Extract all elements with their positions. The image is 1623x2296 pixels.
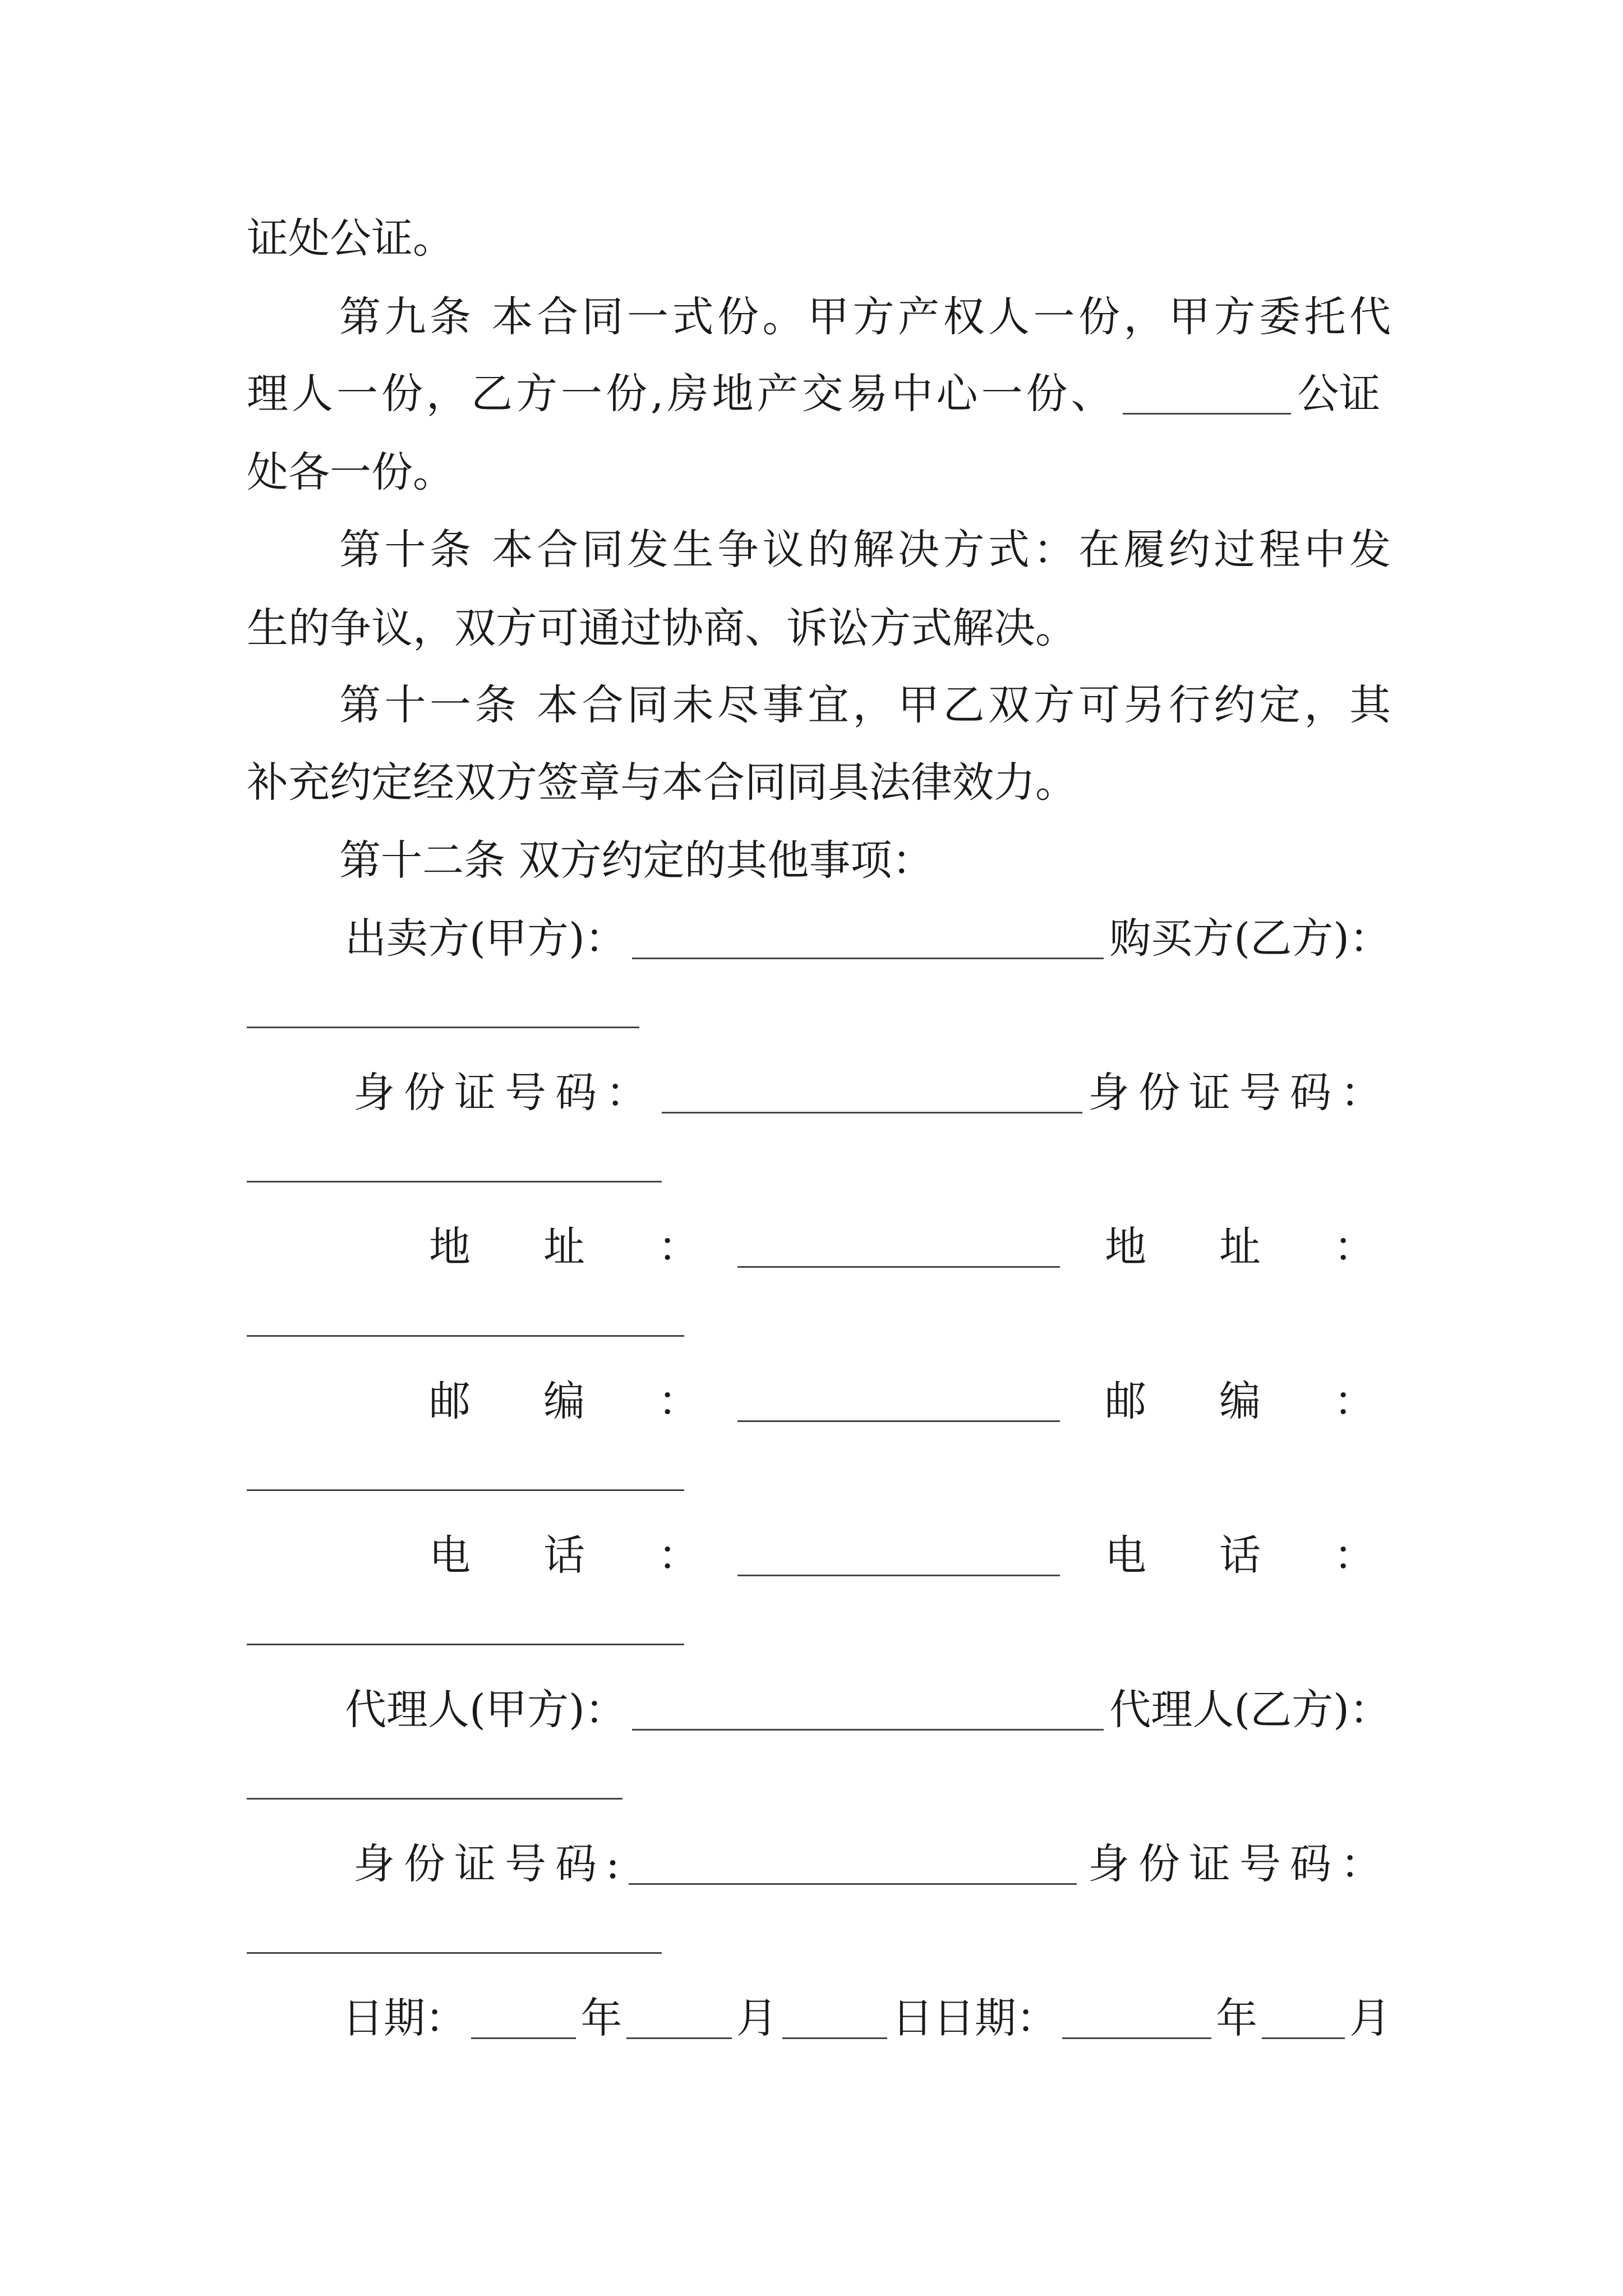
article-12-line-1: 第十二条 双方约定的其他事项： — [339, 836, 934, 885]
seller-buyer-row — [345, 914, 1391, 963]
agent-row — [345, 1686, 1391, 1734]
seller-postcode-field[interactable] — [737, 1386, 1060, 1422]
buyer-phone-label: 电 话 ： — [1105, 1531, 1391, 1580]
postcode-row — [429, 1377, 1391, 1425]
seller-id-label: 身份证号码： — [353, 1069, 656, 1117]
seller-address-field[interactable] — [737, 1231, 1060, 1268]
agent-id-row — [353, 1840, 1391, 1888]
seller-address-label: 地 址 ： — [429, 1223, 715, 1271]
day-a-field[interactable] — [782, 2003, 887, 2039]
article-9-line-3: 处各一份。 — [247, 448, 454, 496]
month-a-field[interactable] — [626, 2003, 731, 2039]
seller-phone-field[interactable] — [737, 1540, 1060, 1576]
seller-field[interactable] — [632, 923, 1104, 959]
buyer-address-label: 地 址 ： — [1105, 1223, 1391, 1271]
seller-id-field[interactable] — [662, 1077, 1082, 1114]
article-10-line-1: 第十条 本合同发生争议的解决方式：在履约过程中发 — [339, 526, 1391, 574]
paragraph-text: 公证 — [1297, 370, 1381, 418]
year-label: 年 — [580, 1994, 623, 2042]
phone-row — [429, 1531, 1391, 1580]
paragraph-text: 理人一份，乙方一份,房地产交易中心一份、 — [247, 370, 1116, 418]
agent-b-id-field[interactable] — [247, 1952, 662, 1954]
date-row — [342, 1994, 1391, 2042]
agent-a-id-field[interactable] — [629, 1848, 1077, 1885]
agent-a-label: 代理人(甲方)： — [345, 1686, 626, 1734]
agent-b-field[interactable] — [247, 1798, 623, 1800]
month-label: 月 — [736, 1994, 778, 2042]
buyer-address-field[interactable] — [247, 1335, 684, 1337]
address-row — [429, 1223, 1391, 1271]
month-b-field[interactable] — [1262, 2003, 1345, 2039]
article-11-line-1: 第十一条 本合同未尽事宜，甲乙双方可另行约定，其 — [339, 681, 1391, 729]
article-11-line-2: 补充约定经双方签章与本合同同具法律效力。 — [247, 758, 1077, 807]
seller-phone-label: 电 话 ： — [429, 1531, 715, 1580]
article-10-line-2: 生的争议，双方可通过协商、诉讼方式解决。 — [247, 604, 1077, 652]
notary-blank[interactable] — [1123, 378, 1291, 415]
seller-label: 出卖方(甲方)： — [345, 914, 626, 963]
agent-a-id-label: 身份证号码: — [353, 1840, 629, 1888]
year-a-field[interactable] — [471, 2003, 576, 2039]
year-b-field[interactable] — [1062, 2003, 1211, 2039]
date-label: 日期： — [342, 1994, 467, 2042]
buyer-id-field[interactable] — [247, 1181, 662, 1182]
article-9-line-2 — [247, 370, 1391, 418]
seller-postcode-label: 邮 编 ： — [429, 1377, 715, 1425]
agent-a-field[interactable] — [632, 1694, 1104, 1731]
buyer-postcode-label: 邮 编 ： — [1105, 1377, 1391, 1425]
article-9-line-1: 第九条 本合同一式份。甲方产权人一份，甲方委托代 — [339, 293, 1391, 341]
buyer-id-label: 身份证号码： — [1088, 1069, 1391, 1117]
buyer-label: 购买方(乙方)： — [1109, 914, 1391, 963]
agent-b-label: 代理人(乙方)： — [1109, 1686, 1391, 1734]
month-b-label: 月 — [1349, 1994, 1391, 2042]
buyer-postcode-field[interactable] — [247, 1489, 684, 1491]
buyer-phone-field[interactable] — [247, 1644, 684, 1645]
buyer-field[interactable] — [247, 1027, 639, 1028]
year-b-label: 年 — [1216, 1994, 1258, 2042]
day-date-b-label: 日日期： — [891, 1994, 1058, 2042]
paragraph-text: 证处公证。 — [247, 214, 454, 263]
text-line — [247, 214, 1391, 263]
agent-b-id-label: 身份证号码： — [1088, 1840, 1391, 1888]
id-row — [353, 1069, 1391, 1117]
